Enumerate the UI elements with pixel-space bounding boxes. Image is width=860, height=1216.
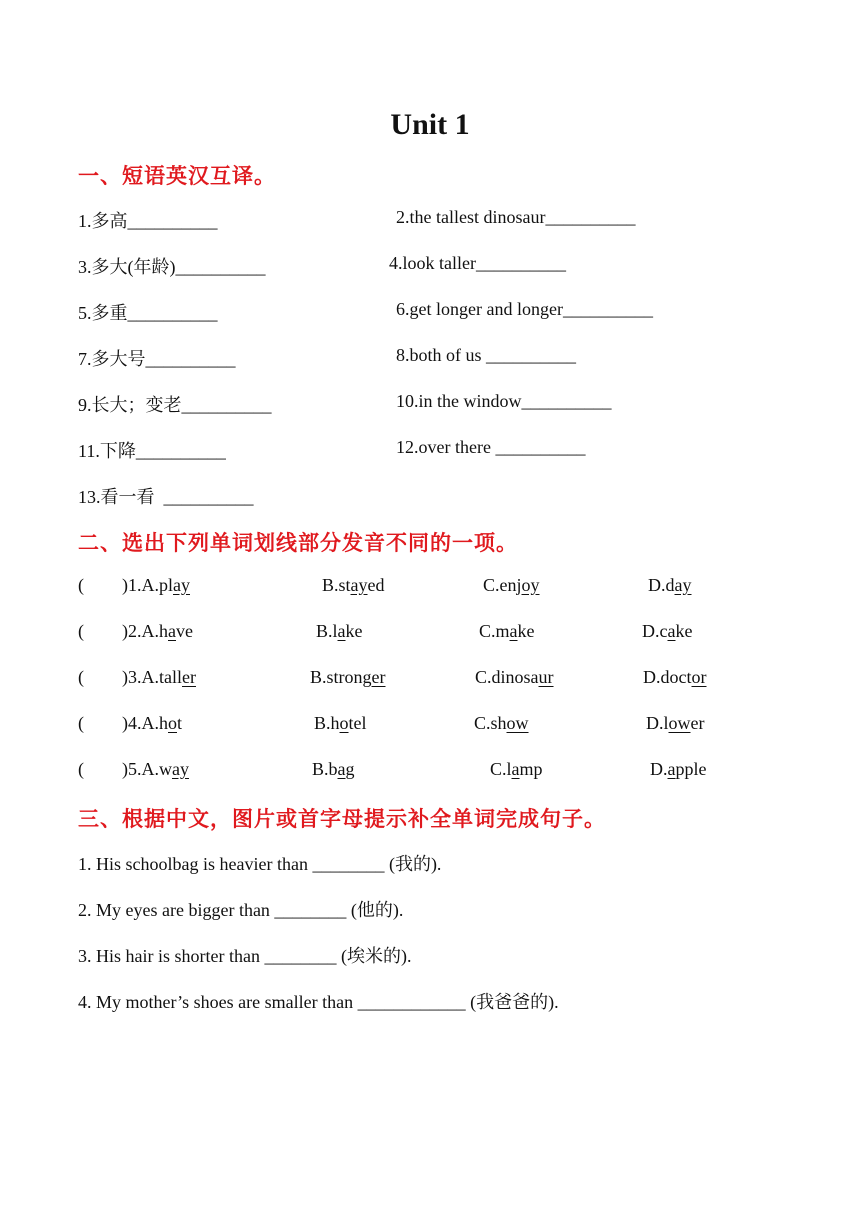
phrase-item: 8.both of us __________ <box>396 345 576 365</box>
phrase-item: 13.看一看 __________ <box>78 487 254 507</box>
phrase-item: 9.长大；变老__________ <box>78 395 272 415</box>
option-d: D.cake <box>642 621 693 641</box>
option-d: D.lower <box>646 713 705 733</box>
sentence-item: 3. His hair is shorter than ________ (埃米的). <box>78 946 412 966</box>
sentence-item: 1. His schoolbag is heavier than ________ (我的). <box>78 854 442 874</box>
question-row <box>0 759 860 783</box>
option-c: C.lamp <box>490 759 543 779</box>
option-d: D.day <box>648 575 692 595</box>
answer-paren: ( <box>78 759 84 779</box>
page-title: Unit 1 <box>390 108 470 141</box>
option-d: D.apple <box>650 759 707 779</box>
phrase-item: 3.多大(年龄)__________ <box>78 257 266 277</box>
option-a: )2.A.have <box>86 621 193 641</box>
section-2-heading: 二、选出下列单词划线部分发音不同的一项。 <box>78 531 518 555</box>
option-a: )5.A.way <box>86 759 189 779</box>
option-b: B.lake <box>316 621 363 641</box>
sentence-item: 4. My mother’s shoes are smaller than ____________ (我爸爸的). <box>78 992 559 1012</box>
option-b: B.stayed <box>322 575 385 595</box>
option-b: B.hotel <box>314 713 367 733</box>
option-c: C.enjoy <box>483 575 540 595</box>
section-1-heading: 一、短语英汉互译。 <box>78 164 276 188</box>
phrase-item: 2.the tallest dinosaur__________ <box>396 207 636 227</box>
phrase-item: 10.in the window__________ <box>396 391 612 411</box>
phrase-item: 7.多大号__________ <box>78 349 236 369</box>
question-row <box>0 713 860 737</box>
option-b: B.bag <box>312 759 355 779</box>
section-3-heading: 三、根据中文，图片或首字母提示补全单词完成句子。 <box>78 807 606 831</box>
option-a: )3.A.taller <box>86 667 196 687</box>
option-c: C.make <box>479 621 535 641</box>
question-row <box>0 575 860 599</box>
option-b: B.stronger <box>310 667 386 687</box>
answer-paren: ( <box>78 713 84 733</box>
option-a: )1.A.play <box>86 575 190 595</box>
question-row <box>0 667 860 691</box>
phrase-item: 1.多高__________ <box>78 211 218 231</box>
option-c: C.show <box>474 713 529 733</box>
answer-paren: ( <box>78 575 84 595</box>
question-row <box>0 621 860 645</box>
phrase-item: 6.get longer and longer__________ <box>396 299 653 319</box>
option-c: C.dinosaur <box>475 667 554 687</box>
sentence-item: 2. My eyes are bigger than ________ (他的). <box>78 900 404 920</box>
answer-paren: ( <box>78 621 84 641</box>
phrase-item: 5.多重__________ <box>78 303 218 323</box>
option-a: )4.A.hot <box>86 713 183 733</box>
option-d: D.doctor <box>643 667 707 687</box>
phrase-item: 12.over there __________ <box>396 437 586 457</box>
answer-paren: ( <box>78 667 84 687</box>
phrase-item: 11.下降__________ <box>78 441 226 461</box>
phrase-item: 4.look taller__________ <box>389 253 566 273</box>
